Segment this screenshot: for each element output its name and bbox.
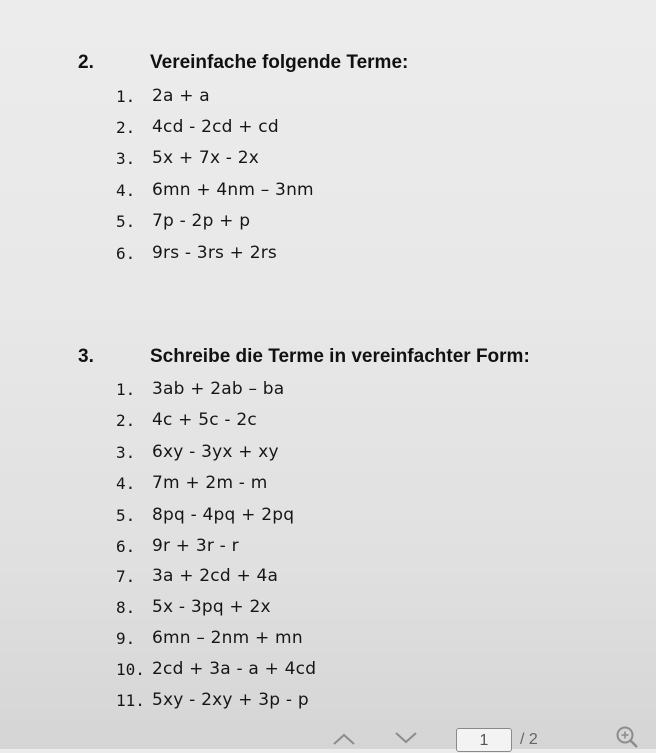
item-index: 1. — [116, 87, 136, 106]
item-expression: 6mn – 2nm + mn — [152, 628, 303, 648]
item-expression: 3ab + 2ab – ba — [152, 379, 285, 399]
item-index: 3. — [116, 443, 136, 462]
page-total: / 2 — [520, 731, 538, 748]
item-expression: 6xy - 3yx + xy — [152, 442, 279, 462]
section-3-title: Schreibe die Terme in vereinfachter Form: — [150, 346, 530, 367]
item-expression: 2a + a — [152, 86, 210, 106]
section-2-number: 2. — [78, 52, 94, 73]
item-index: 3. — [116, 149, 136, 168]
chevron-down-icon[interactable] — [392, 730, 420, 744]
item-index: 2. — [116, 118, 136, 137]
item-index: 7. — [116, 567, 136, 586]
page-number-input[interactable]: 1 — [456, 728, 512, 752]
item-index: 11. — [116, 691, 145, 710]
item-index: 6. — [116, 244, 136, 263]
item-expression: 9rs - 3rs + 2rs — [152, 243, 277, 263]
item-index: 4. — [116, 474, 136, 493]
viewer-toolbar — [0, 712, 656, 749]
item-expression: 8pq - 4pq + 2pq — [152, 505, 295, 525]
item-expression: 5xy - 2xy + 3p - p — [152, 690, 309, 710]
chevron-up-icon[interactable] — [330, 732, 358, 746]
item-index: 10. — [116, 660, 145, 679]
item-expression: 7m + 2m - m — [152, 473, 268, 493]
item-index: 9. — [116, 629, 136, 648]
item-index: 4. — [116, 181, 136, 200]
item-expression: 5x - 3pq + 2x — [152, 597, 271, 617]
item-index: 1. — [116, 380, 136, 399]
item-expression: 3a + 2cd + 4a — [152, 566, 279, 586]
item-expression: 4c + 5c - 2c — [152, 410, 257, 430]
item-expression: 5x + 7x - 2x — [152, 148, 260, 168]
item-index: 6. — [116, 537, 136, 556]
zoom-in-icon[interactable] — [614, 724, 640, 750]
section-2-title: Vereinfache folgende Terme: — [150, 52, 409, 73]
item-expression: 7p - 2p + p — [152, 211, 251, 231]
item-expression: 2cd + 3a - a + 4cd — [152, 659, 317, 679]
item-expression: 6mn + 4nm – 3nm — [152, 180, 314, 200]
item-index: 5. — [116, 212, 136, 231]
item-expression: 4cd - 2cd + cd — [152, 117, 279, 137]
item-index: 5. — [116, 506, 136, 525]
section-3-number: 3. — [78, 346, 94, 367]
item-expression: 9r + 3r - r — [152, 536, 239, 556]
item-index: 8. — [116, 598, 136, 617]
item-index: 2. — [116, 411, 136, 430]
